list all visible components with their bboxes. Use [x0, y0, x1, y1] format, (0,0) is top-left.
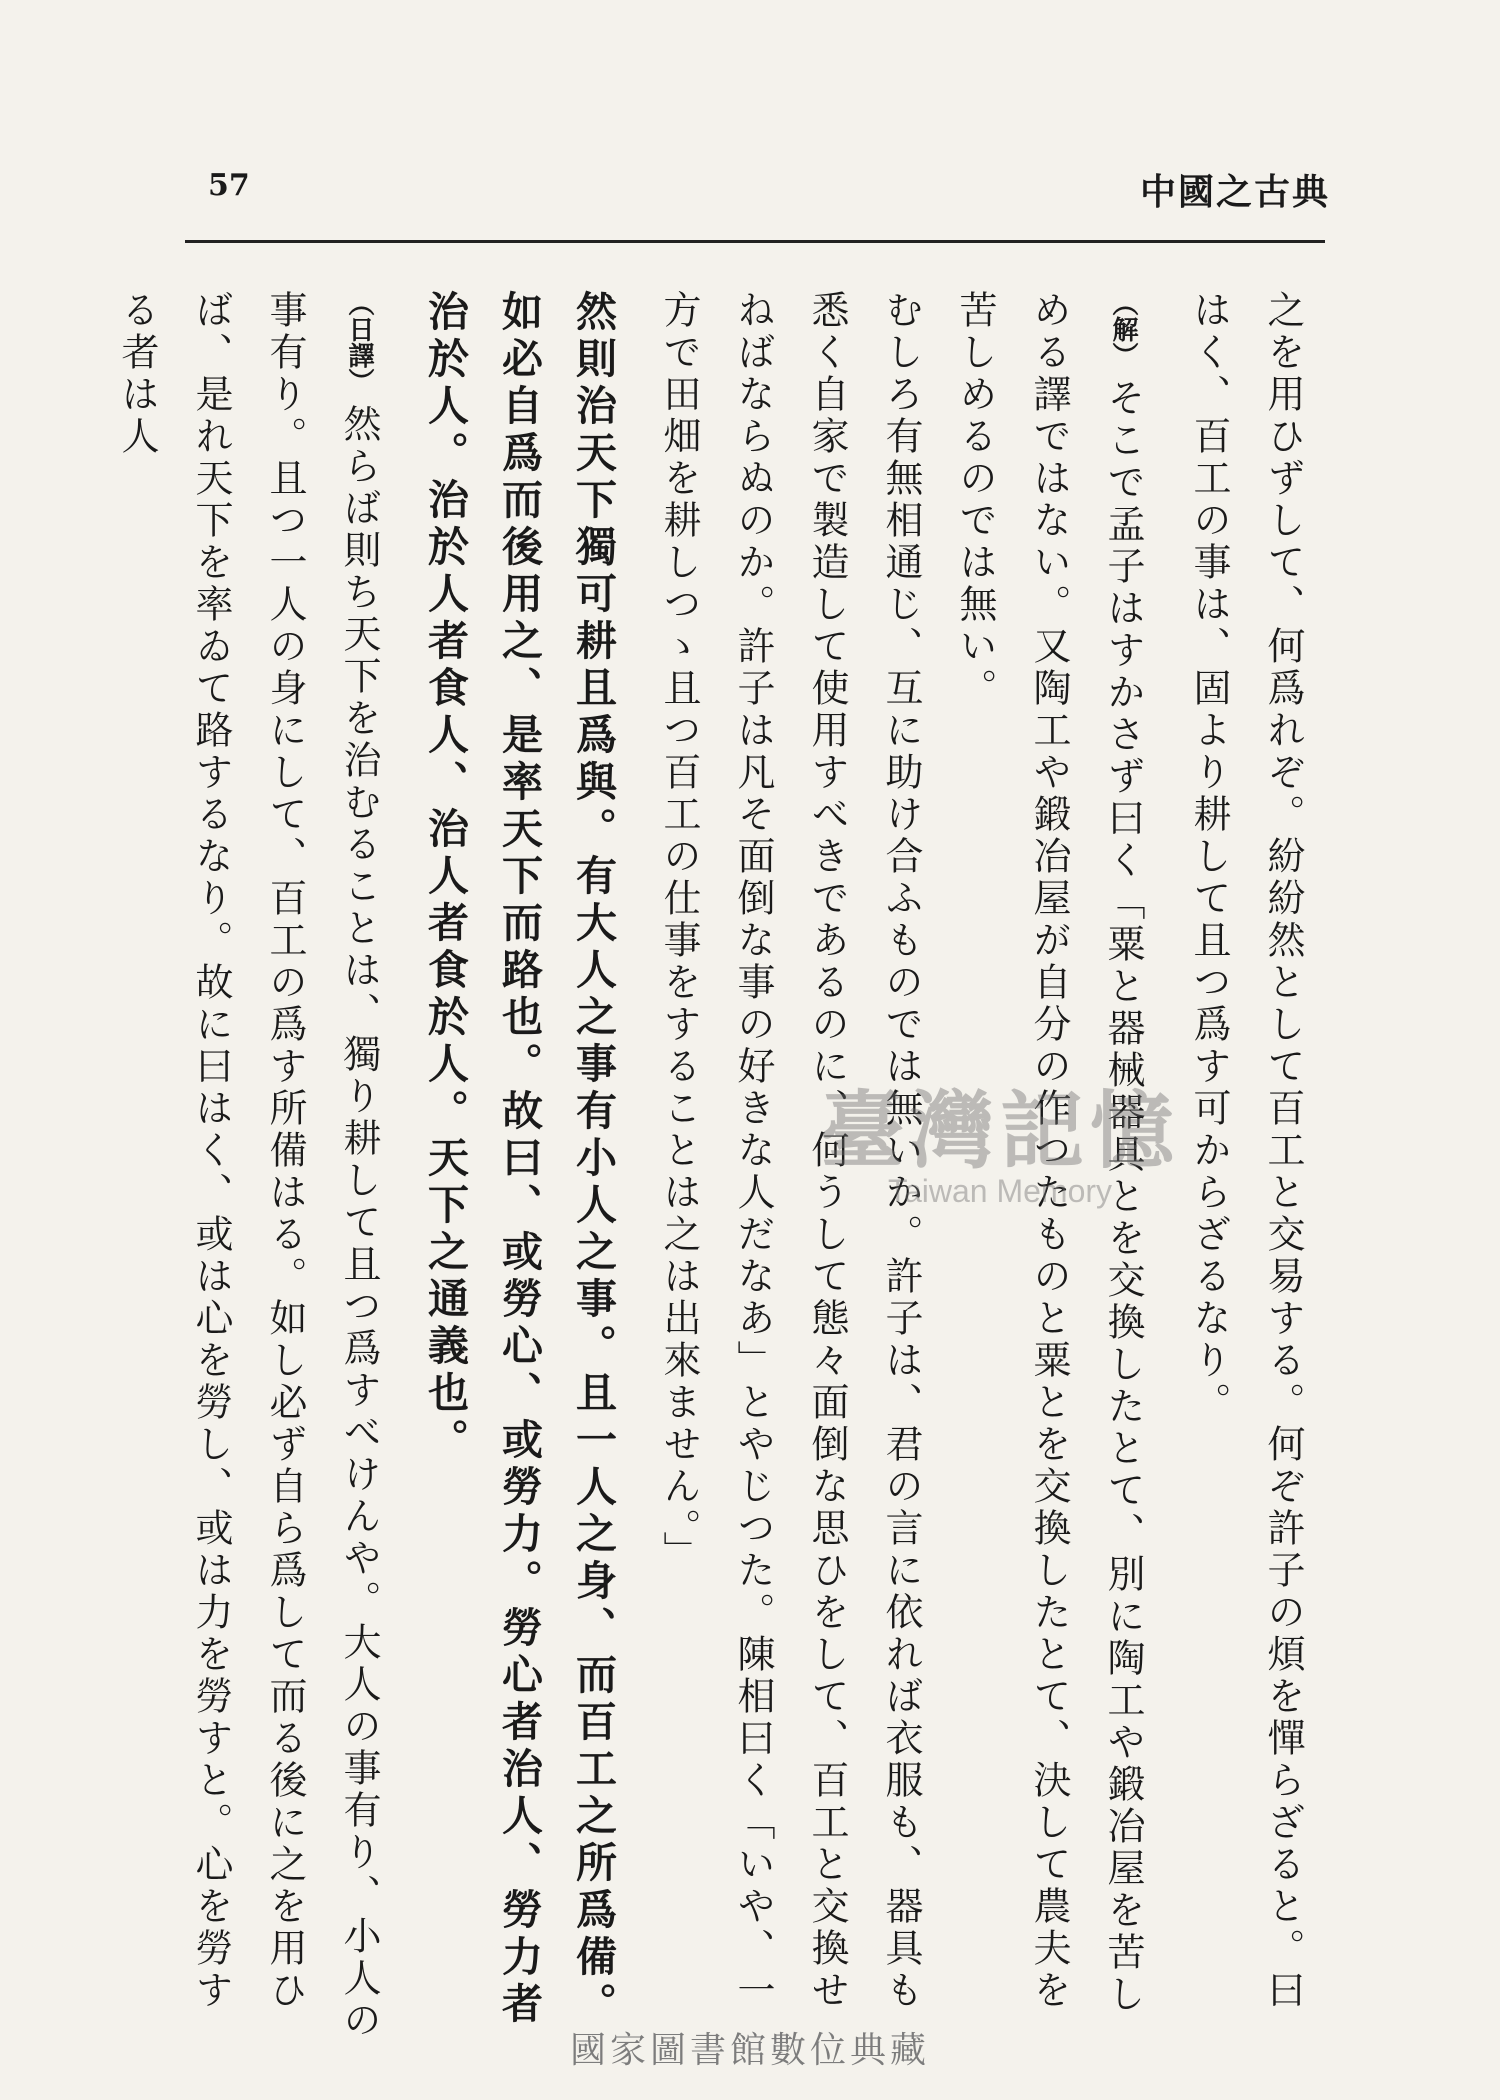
translation-text: 然らば則ち天下を治むることは、獨り耕して且つ爲すべけんや。大人の事有り、小人の事有り。且つ一人の身にして、百工の爲す所備はる。如し必ず自ら爲して而る後に之を用ひば、是れ天下を率ゐて路するなり。故に曰はく、或は心を勞し、或は力を勞すと。心を勞する者は人 [115, 290, 381, 2042]
translation-label: （日譯） [344, 290, 374, 394]
page-number: 57 [208, 168, 250, 203]
header-rule [185, 240, 1325, 243]
explanation-label: （解） [1108, 290, 1138, 368]
watermark-english: Taiwan Memory [887, 1173, 1113, 1209]
paragraph-japanese-translation [100, 290, 396, 2050]
paragraph-classical-text: 然則治天下獨可耕且爲與。有大人之事有小人之事。且一人之身、而百工之所爲備。如必自爲而後用之、是率天下而路也。故曰、或勞心、或勞力。勞心者治人、勞力者治於人。治於人者食人、治人者食於人。天下之通義也。 [421, 290, 617, 2029]
paragraph-commentary-continuation: 之を用ひずして、何爲れぞ。紛紛然として百工と交易する。何ぞ許子の煩を憚らざると。曰はく、百工の事は、固より耕して且つ爲す可からざるなり。 [1187, 290, 1305, 2012]
explanation-text: そこで孟子はすかさず曰く「粟と器械器具とを交換したとて、別に陶工や鍛冶屋を苦しめる譯ではない。又陶工や鍛冶屋が自分の作つたものと粟とを交換したとて、決して農夫を苦しめるのでは無い。 [953, 290, 1145, 2016]
watermark-chinese: 臺灣記憶 [819, 1082, 1180, 1180]
taiwan-memory-watermark [770, 1082, 1230, 1210]
paragraph-explanation-continued: むしろ有無相通じ、互に助け合ふものでは無いか。許子は、君の言に依れば衣服も、器具も悉く自家で製造して使用すべきであるのに、何うして態々面倒な思ひをして、百工と交換せねばならぬのか。許子は凡そ面倒な事の好きな人だなあ」とやじつた。陳相曰く「いや、一方で田畑を耕しつゝ且つ百工の仕事をすることは之は出來ません。」 [657, 290, 923, 2012]
footer-collection-credit: 國家圖書館數位典藏 [569, 2030, 930, 2071]
running-title: 中國之古典 [1139, 172, 1330, 213]
